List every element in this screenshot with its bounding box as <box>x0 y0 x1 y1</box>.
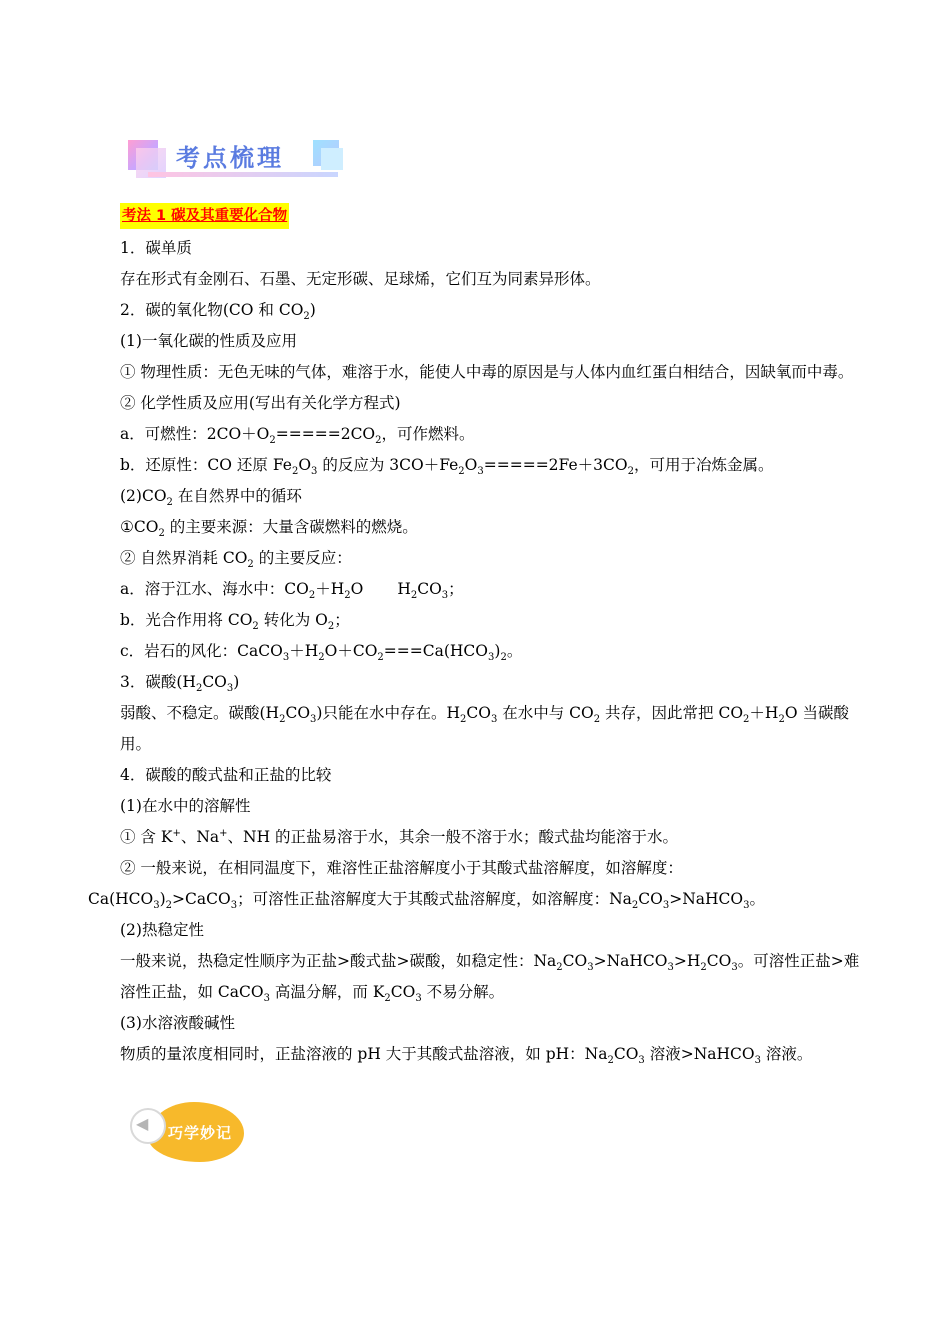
salts-heading: 4．碳酸的酸式盐和正盐的比较 <box>120 766 332 784</box>
thermal-stability-text: 一般来说，热稳定性顺序为正盐>酸式盐>碳酸，如稳定性：$Na_2CO_3>NaHCO_3>H_2CO_3$。可溶性正盐>难溶性正盐，如 CaCO$_3$ 高温分解，而 $K_2CO_3$ 不易分解。 <box>120 952 860 1005</box>
reaction-b-text: b．光合作用将 $CO_2$ 转化为 $O_2$； <box>120 611 350 633</box>
solubility-heading: (1)在水中的溶解性 <box>120 797 251 815</box>
reaction-a-text: a．溶于江水、海水中：$CO_2+H_2O$ $H_2CO_3$； <box>120 580 464 602</box>
acidity-text: 物质的量浓度相同时，正盐溶液的 pH 大于其酸式盐溶液，如 pH：$Na_2CO_3$ 溶液>NaHCO$_3$ 溶液。 <box>120 1045 813 1067</box>
megaphone-icon: ◀ <box>136 1114 149 1133</box>
section-heading: 考法 1 碳及其重要化合物 <box>120 203 289 229</box>
tip-label: 巧学妙记 <box>168 1124 233 1142</box>
carbon-element-text: 存在形式有金刚石、石墨、无定形碳、足球烯，它们互为同素异形体。 <box>120 270 601 288</box>
solubility-item-2: ② 一般来说，在相同温度下，难溶性正盐溶解度小于其酸式盐溶解度，如溶解度： $Ca(HCO_3)_2>CaCO_3$；可溶性正盐溶解度大于其酸式盐溶解度，如溶解度：$Na_2CO_3>NaHCO_3$。 <box>88 859 765 912</box>
solubility-item-1: ① 含 K+、Na+、NH 的正盐易溶于水，其余一般不溶于水；酸式盐均能溶于水。 <box>120 827 679 846</box>
co2-source-text: $①CO_2$ 的主要来源：大量含碳燃料的燃烧。 <box>120 518 418 540</box>
co-reduction-text: b．还原性：CO 还原 $Fe_2O_3$ 的反应为 $3CO+Fe_2O_3=====2Fe+3CO_2$，可用于冶炼金属。 <box>120 456 774 478</box>
co-properties-heading: (1)一氧化碳的性质及应用 <box>120 332 297 350</box>
document-body <box>88 200 864 1070</box>
reaction-c-text: c．岩石的风化：$CaCO_3+H_2O+CO_2===Ca(HCO_3)_2$。 <box>120 642 523 664</box>
carbonic-acid-heading: 3．碳酸$(H_2CO_3)$ <box>120 673 240 695</box>
co2-cycle-heading: $(2)CO_2$ 在自然界中的循环 <box>120 487 302 509</box>
carbonic-acid-text: 弱酸、不稳定。碳酸$(H_2CO_3)$只能在水中存在。$H_2CO_3$ 在水中与 $CO_2$ 共存，因此常把 $CO_2+H_2O$ 当碳酸用。 <box>120 704 849 753</box>
carbon-element-heading: 1．碳单质 <box>120 239 192 257</box>
thermal-stability-heading: (2)热稳定性 <box>120 921 204 939</box>
memory-tip-badge <box>126 1096 246 1166</box>
co2-consumption-heading: ② 自然界消耗 $CO_2$ 的主要反应： <box>120 549 352 571</box>
co-physical-text: ① 物理性质：无色无味的气体，难溶于水，能使人中毒的原因是与人体内血红蛋白相结合，因缺氧而中毒。 <box>120 363 854 381</box>
co-combustion-text: a．可燃性：$2CO+O_2=====2CO_2$，可作燃料。 <box>120 425 475 447</box>
acidity-heading: (3)水溶液酸碱性 <box>120 1014 235 1032</box>
co-chemical-heading: ② 化学性质及应用(写出有关化学方程式) <box>120 394 401 412</box>
banner-title: 考点梳理 <box>176 144 284 172</box>
carbon-oxides-heading: 2．碳的氧化物(CO 和 $CO_2$) <box>120 301 316 323</box>
section-banner <box>128 134 343 182</box>
banner-decor-square <box>321 148 343 170</box>
